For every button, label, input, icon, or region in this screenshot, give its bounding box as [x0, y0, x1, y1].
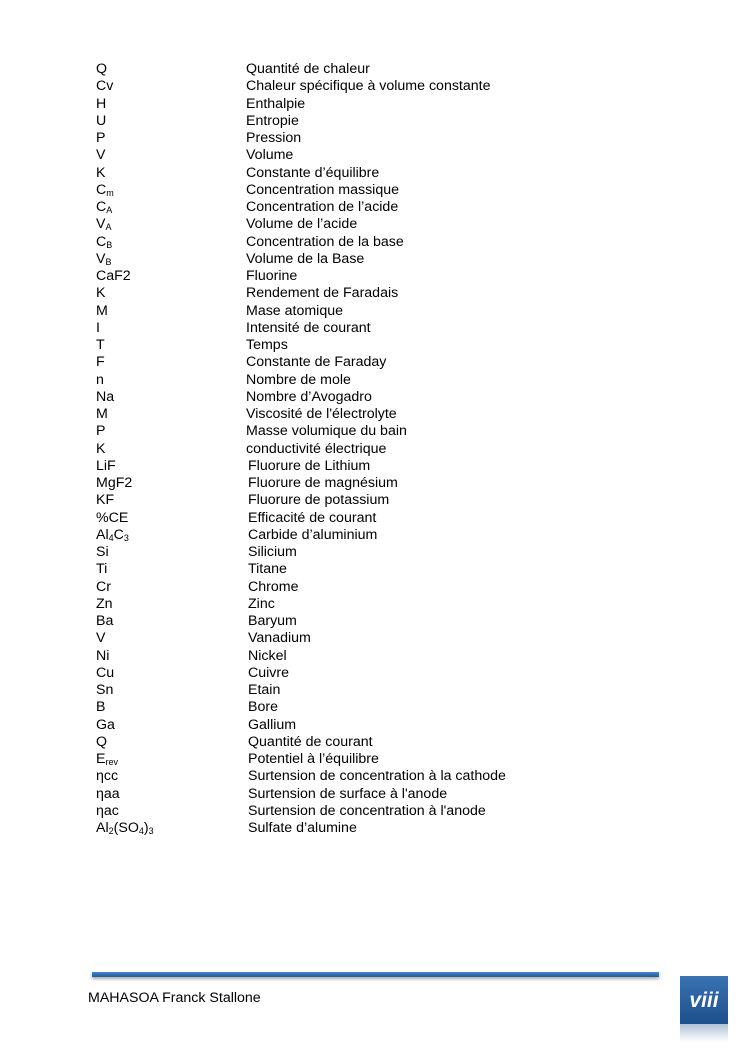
symbol-definition: Volume de la Base: [246, 250, 365, 267]
symbol-row: [96, 199, 656, 216]
symbol-row: [96, 303, 656, 320]
symbol-definition: Concentration de la base: [246, 233, 404, 250]
symbol-definition: Silicium: [248, 544, 297, 560]
symbol-term: Q: [96, 61, 108, 77]
symbol-definition: Masse volumique du bain: [246, 423, 407, 440]
symbol-term: MgF2: [96, 475, 133, 491]
symbol-row: [96, 216, 656, 233]
symbol-definition: Concentration massique: [246, 181, 399, 198]
symbol-term: V: [96, 630, 106, 647]
symbol-definition: Intensité de courant: [246, 319, 371, 336]
symbol-row: [96, 527, 656, 544]
symbol-definition: Concentration de l’acide: [246, 199, 399, 215]
symbol-term: U: [96, 112, 107, 129]
symbol-term: V: [96, 147, 106, 164]
symbol-row: [96, 130, 656, 147]
symbol-term: $C_B$: [96, 233, 113, 250]
symbol-row: [96, 510, 656, 527]
symbol-term: Si: [96, 544, 109, 560]
symbol-definition: Fluorure de magnésium: [248, 475, 398, 491]
symbol-row: [96, 613, 656, 630]
symbol-row: [96, 337, 656, 354]
symbol-row: [96, 768, 656, 785]
symbol-term: LiF: [96, 457, 116, 474]
symbol-definition: Potentiel à l’équilibre: [248, 751, 379, 767]
symbol-subscript: A: [105, 222, 112, 233]
symbol-term: I: [96, 319, 100, 336]
symbol-term: $V_B$: [96, 250, 112, 267]
symbol-definition: Entropie: [246, 112, 299, 129]
symbol-definition: conductivité électrique: [246, 440, 387, 457]
symbol-row: [96, 682, 656, 699]
symbol-term: K: [96, 164, 106, 181]
symbol-row: [96, 320, 656, 337]
symbol-definition: Temps: [246, 337, 288, 353]
symbol-definition: Vanadium: [248, 630, 311, 647]
symbol-term: M: [96, 406, 108, 422]
symbol-definition: Nombre de mole: [246, 371, 351, 388]
symbol-definition: Etain: [248, 682, 281, 698]
symbol-row: [96, 147, 656, 164]
symbol-row: [96, 820, 656, 837]
symbol-definition: Titane: [248, 561, 287, 578]
symbol-term: $Al_2(SO_4)_3$: [96, 820, 154, 836]
symbol-term: T: [96, 337, 105, 353]
page-number-box: [680, 976, 728, 1024]
symbol-term: ηaa: [96, 785, 120, 802]
symbol-definition: Sulfate d’alumine: [248, 820, 357, 836]
symbol-row: [96, 441, 656, 458]
symbol-row: [96, 561, 656, 578]
symbol-definition: Surtension de surface à l'anode: [248, 785, 448, 802]
symbol-row: [96, 475, 656, 492]
symbol-subscript: B: [105, 256, 112, 267]
symbol-subscript: rev: [105, 757, 118, 767]
symbol-row: [96, 285, 656, 302]
symbol-row: [96, 786, 656, 803]
symbol-definition: Baryum: [248, 613, 297, 629]
symbol-definition: Gallium: [248, 716, 297, 733]
symbol-term: Q: [96, 733, 108, 750]
symbol-row: [96, 182, 656, 199]
symbol-subscript: m: [106, 187, 114, 198]
symbol-definition: Constante d’équilibre: [246, 164, 380, 181]
symbol-term: Ga: [96, 716, 115, 733]
symbol-definition: Zinc: [248, 595, 275, 612]
symbol-definition: Fluorure de Lithium: [248, 457, 371, 474]
symbol-row: [96, 699, 656, 716]
symbol-definition: Chrome: [248, 578, 299, 595]
symbol-row: [96, 751, 656, 768]
symbol-term: n: [96, 371, 104, 388]
symbol-row: [96, 354, 656, 371]
symbol-row: [96, 423, 656, 440]
symbol-definition: Volume: [246, 147, 294, 164]
symbol-term: ηcc: [96, 768, 119, 785]
symbol-term: %CE: [96, 509, 129, 526]
symbol-row: [96, 492, 656, 509]
symbol-term: Cr: [96, 578, 111, 595]
symbol-definition: Pression: [246, 130, 302, 146]
symbol-definition: Quantité de courant: [248, 733, 373, 750]
symbol-term: Cv: [96, 78, 114, 95]
symbol-term: Ba: [96, 613, 114, 629]
symbol-term: CaF2: [96, 268, 131, 284]
page-number-reflection: [680, 1024, 728, 1042]
symbol-term: $E_{rev}$: [96, 751, 118, 767]
symbol-row: [96, 96, 656, 113]
symbol-definition: Rendement de Faradais: [246, 285, 399, 302]
symbol-row: [96, 268, 656, 285]
symbol-term: Sn: [96, 682, 114, 698]
symbol-definition: Enthalpie: [246, 95, 306, 112]
symbol-term: Zn: [96, 595, 113, 612]
symbol-term: P: [96, 423, 106, 440]
symbol-definition: Fluorure de potassium: [248, 492, 390, 509]
symbol-row: [96, 234, 656, 251]
symbols-list: [96, 61, 656, 837]
symbol-row: [96, 648, 656, 665]
symbol-definition: Surtension de concentration à la cathode: [248, 768, 506, 785]
symbol-row: [96, 458, 656, 475]
symbol-definition: Constante de Faraday: [246, 354, 387, 371]
symbol-term: H: [96, 95, 107, 112]
symbol-definition: Nombre d’Avogadro: [246, 388, 372, 405]
page-number: viii: [689, 988, 719, 1012]
symbol-term: F: [96, 354, 105, 371]
symbol-row: [96, 579, 656, 596]
symbol-row: [96, 372, 656, 389]
symbol-row: [96, 544, 656, 561]
symbol-definition: Efficacité de courant: [248, 509, 377, 526]
symbol-definition: Volume de l’acide: [246, 216, 358, 233]
footer-author: MAHASOA Franck Stallone: [88, 990, 261, 1006]
symbol-term: KF: [96, 492, 115, 509]
symbol-row: [96, 406, 656, 423]
symbol-row: [96, 717, 656, 734]
symbol-row: [96, 78, 656, 95]
symbol-definition: Bore: [248, 699, 278, 716]
symbol-row: [96, 251, 656, 268]
symbol-term: $Al_4C_3$: [96, 526, 129, 543]
symbol-term: Ni: [96, 647, 110, 664]
symbol-row: [96, 734, 656, 751]
symbol-row: [96, 803, 656, 820]
symbol-row: [96, 665, 656, 682]
symbol-term: ηac: [96, 802, 119, 819]
symbol-row: [96, 630, 656, 647]
symbol-row: [96, 113, 656, 130]
symbol-term: K: [96, 440, 106, 457]
symbol-row: [96, 61, 656, 78]
symbol-definition: Viscosité de l'électrolyte: [246, 406, 397, 422]
symbol-term: $C_m$: [96, 181, 114, 198]
symbol-definition: Cuivre: [248, 664, 289, 681]
symbol-term: Cu: [96, 664, 115, 681]
symbol-definition: Mase atomique: [246, 302, 343, 319]
symbol-subscript: B: [106, 239, 113, 250]
symbol-term: Ti: [96, 561, 108, 578]
symbol-definition: Surtension de concentration à l'anode: [248, 802, 486, 819]
symbol-term: M: [96, 302, 108, 319]
symbol-definition: Nickel: [248, 647, 287, 664]
symbol-term: Na: [96, 388, 115, 405]
symbol-definition: Carbide d’aluminium: [248, 526, 378, 543]
symbol-term: B: [96, 699, 106, 716]
symbol-definition: Quantité de chaleur: [246, 61, 370, 77]
symbol-subscript: A: [106, 205, 113, 215]
symbol-row: [96, 389, 656, 406]
symbol-row: [96, 165, 656, 182]
symbol-term: $V_A$: [96, 216, 112, 233]
symbol-definition: Chaleur spécifique à volume constante: [246, 78, 491, 95]
symbol-definition: Fluorine: [246, 268, 298, 284]
footer-divider: [92, 972, 659, 977]
symbol-term: K: [96, 285, 106, 302]
symbol-term: $C_A$: [96, 199, 113, 215]
symbol-term: P: [96, 130, 106, 146]
symbol-row: [96, 596, 656, 613]
